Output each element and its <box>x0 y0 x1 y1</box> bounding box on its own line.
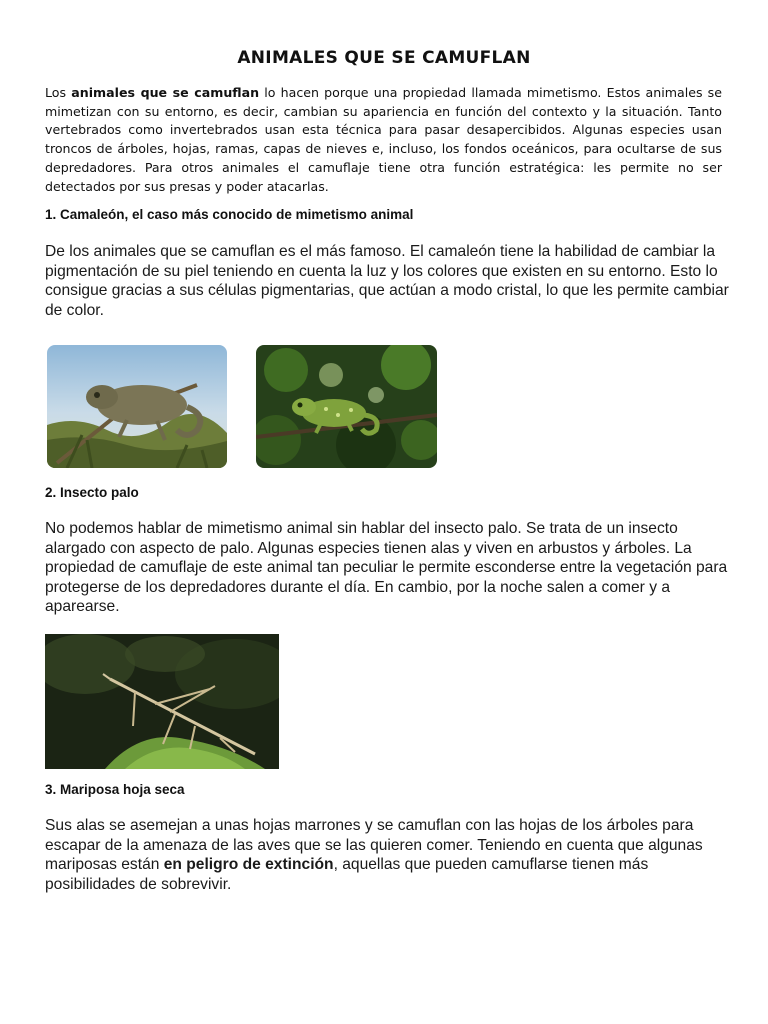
intro-rest: lo hacen porque una propiedad llamada mimetismo. Estos animales se mimetizan con su entorno, es decir, cambian su apariencia en función del contexto y la situación. Tanto vertebrados como invertebrados usan esta técnica para pasar desapercibidos. Algunas especies usan troncos de árboles, hojas, ramas, capas de nieves e, incluso, los fondos oceánicos, para ocultarse de sus depredadores. Para otros animales el camuflaje tiene otra función estratégica: les permite no ser detectados por sus presas y poder atacarlas. <box>45 85 722 194</box>
section-text-insecto-palo: No podemos hablar de mimetismo animal sin hablar del insecto palo. Se trata de un insecto alargado con aspecto de palo. Algunas especies tienen alas y viven en arbustos y árboles. La propiedad de camuflaje de este animal tan peculiar le permite esconderse entre la vegetación para protegerse de los depredadores durante el día. En cambio, por la noche salen a comer y a aparearse. <box>45 520 728 616</box>
section-text-camaleon: De los animales que se camuflan es el más famoso. El camaleón tiene la habilidad de cambiar la pigmentación de su piel teniendo en cuenta la luz y los colores que existen en su entorno. Esto lo consigue gracias a sus células pigmentarias, que actúan a modo cristal, lo que les permite cambiar de color. <box>45 243 729 319</box>
mariposa-text-strong: en peligro de extinción <box>163 856 334 874</box>
section-heading-insecto-palo: 2. Insecto palo <box>45 485 139 500</box>
chameleon-photo-green <box>256 345 437 468</box>
intro-lead: Los <box>45 85 72 100</box>
intro-strong: animales que se camuflan <box>71 85 260 100</box>
mariposa-text-before: Sus alas se asemejan a unas hojas marrones y se camuflan con las hojas de los árboles para escapar de la amenaza de las aves que se las quieren comer. Teniendo en cuenta que algunas mariposas están <box>45 817 703 874</box>
stick-insect-photo <box>45 634 279 769</box>
section-heading-camaleon: 1. Camaleón, el caso más conocido de mimetismo animal <box>45 207 414 222</box>
section-heading-mariposa: 3. Mariposa hoja seca <box>45 782 185 797</box>
mariposa-text-after: , aquellas que pueden camuflarse tienen más posibilidades de sobrevivir. <box>45 856 649 893</box>
chameleon-photo-grey <box>47 345 227 468</box>
intro-paragraph <box>45 84 722 196</box>
page-title: ANIMALES QUE SE CAMUFLAN <box>237 48 531 68</box>
section-text-mariposa <box>45 816 735 894</box>
